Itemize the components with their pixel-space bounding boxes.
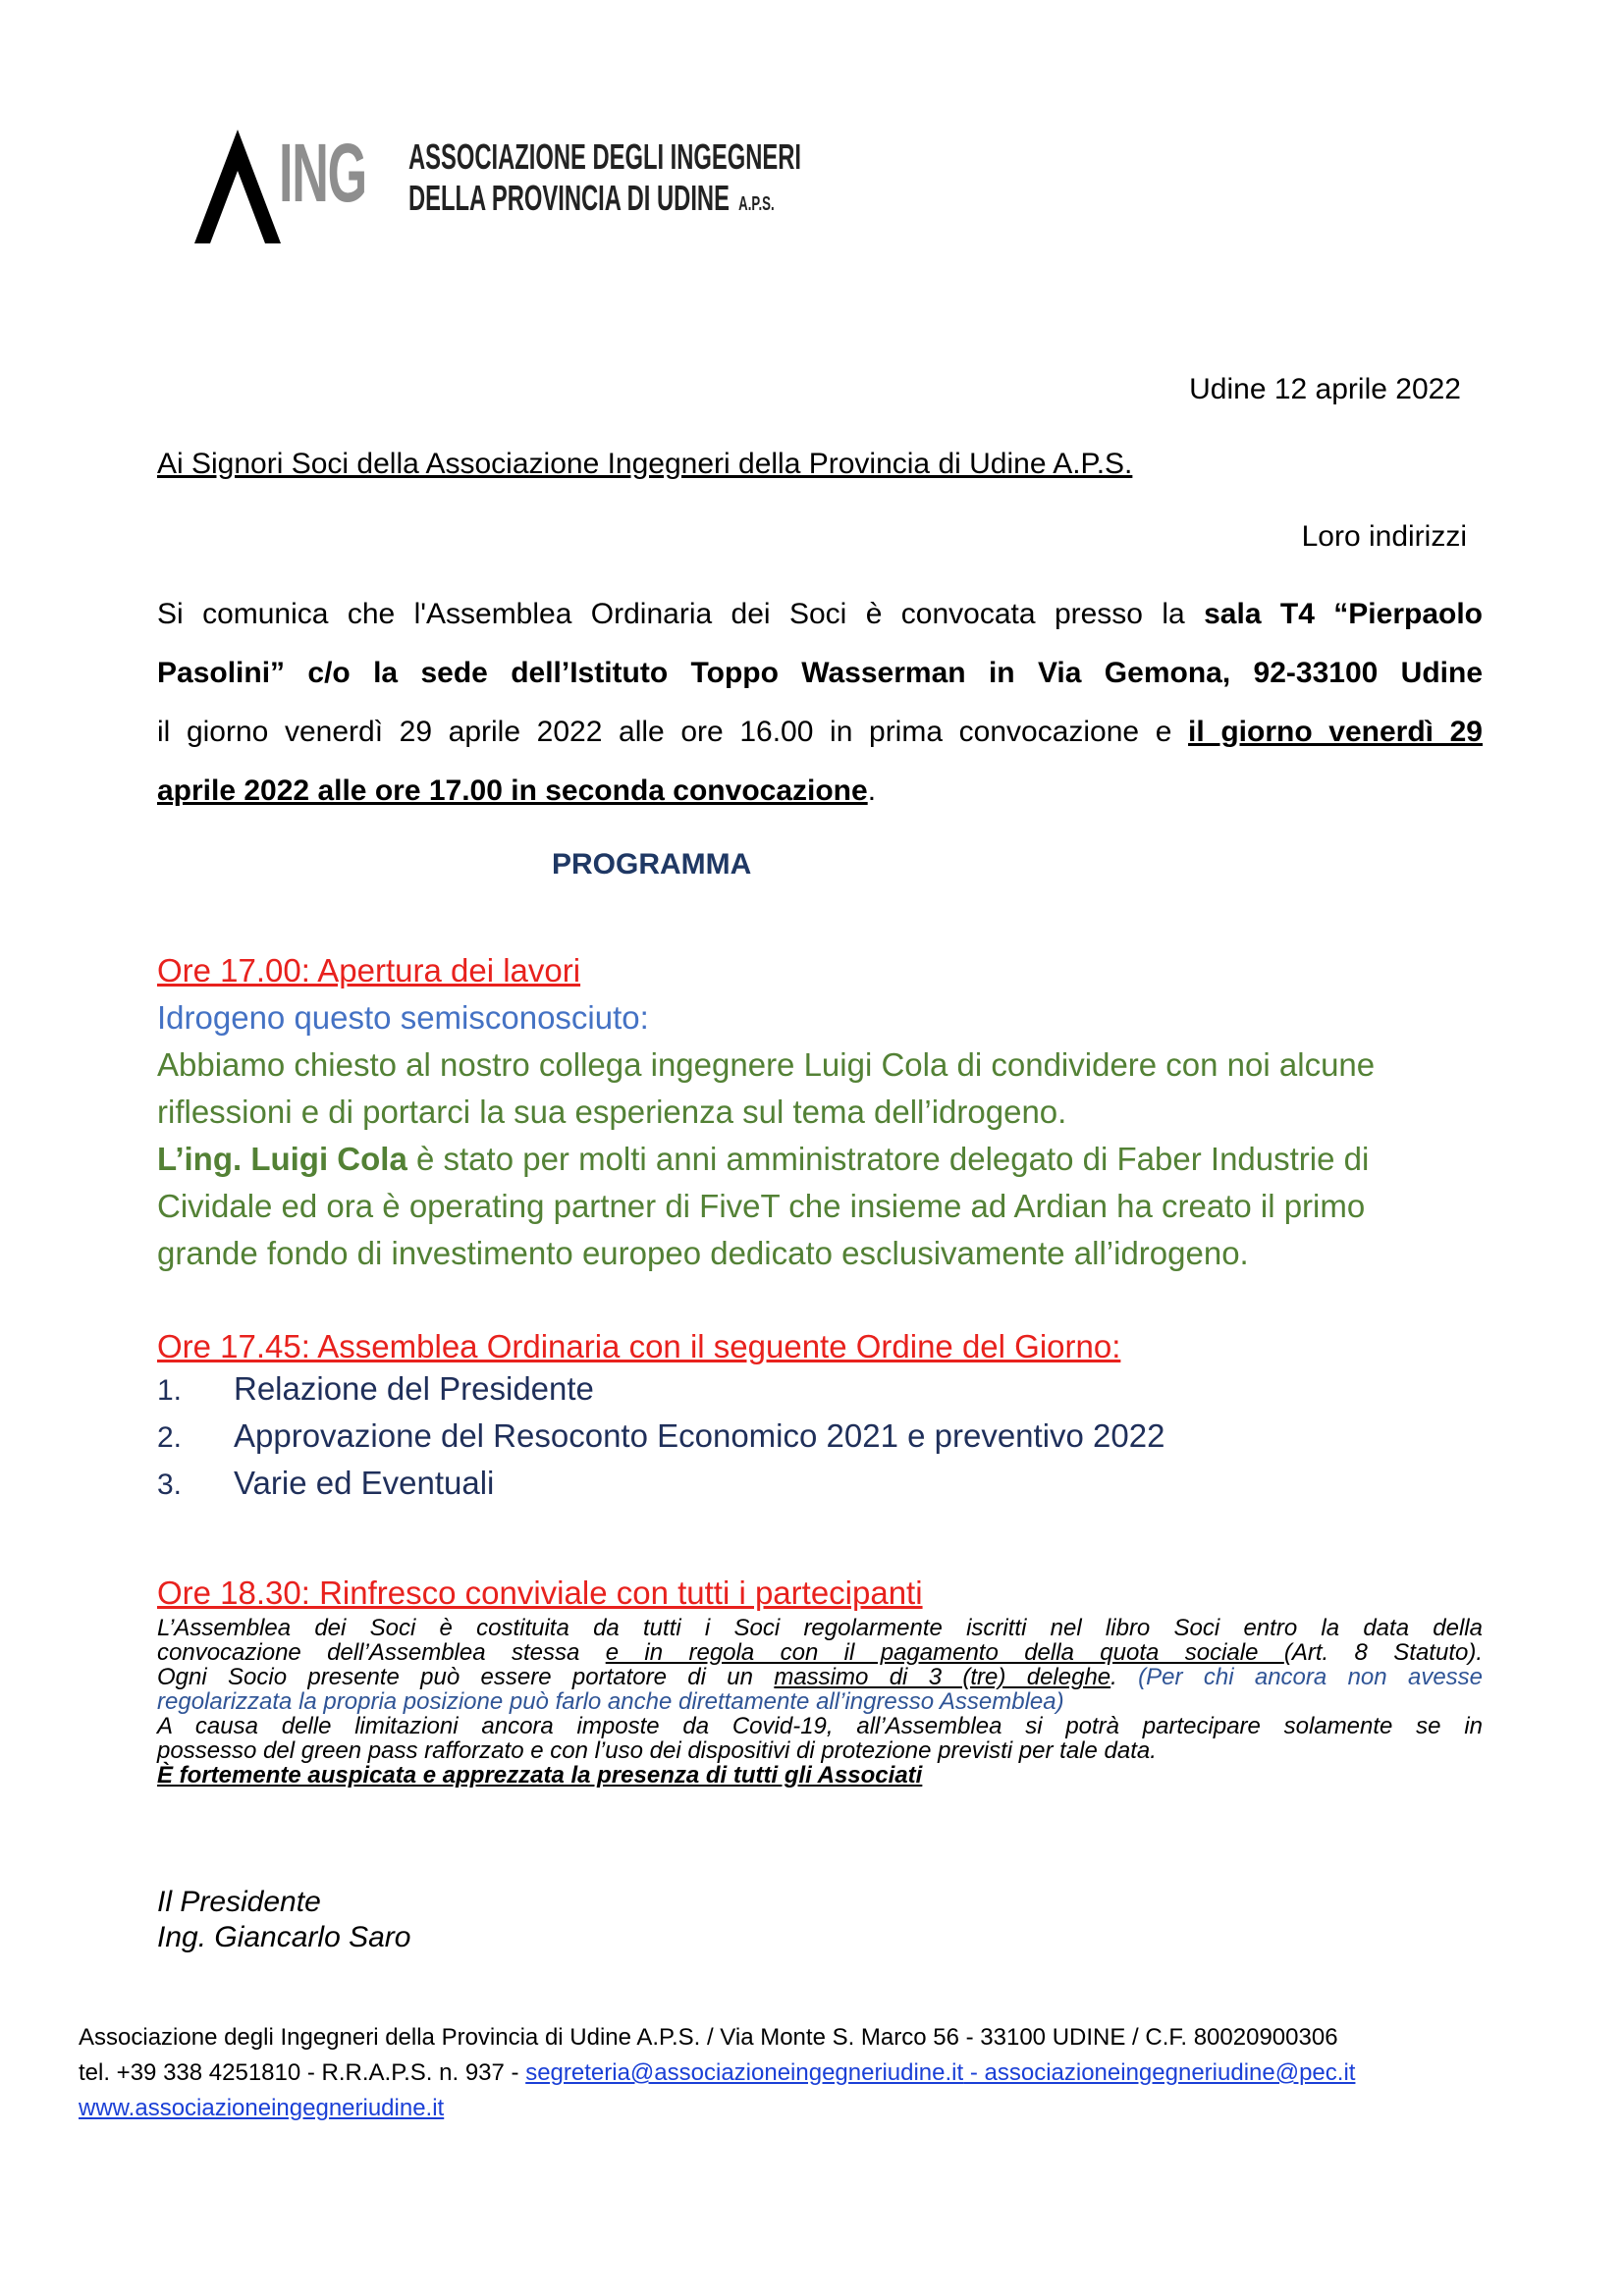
notes-line: regolarizzata la propria posizione può farlo anche direttamente all’ingresso Assemblea) <box>157 1688 1064 1715</box>
notes-text: convocazione dell’Assemblea stessa <box>157 1639 606 1666</box>
footer-contacts <box>79 2056 1492 2091</box>
agenda-item-number: 3. <box>157 1468 183 1501</box>
intro-line-1 <box>157 585 1483 644</box>
agenda-item-number: 1. <box>157 1374 183 1407</box>
footer-website-row <box>79 2091 1492 2126</box>
intro-paragraph <box>157 585 1483 821</box>
speaker-name: L’ing. Luigi Cola <box>157 1141 407 1177</box>
section-1-body <box>157 1041 1492 1277</box>
intro-second-call-part1: il giorno venerdì 29 <box>1188 716 1483 748</box>
section-1-subheading: Idrogeno questo semisconosciuto: <box>157 999 649 1036</box>
intro-venue: sala T4 “Pierpaolo <box>1204 598 1483 630</box>
assembly-notes <box>157 1616 1483 1788</box>
section-3-heading: Ore 18.30: Rinfresco conviviale con tutti i partecipanti <box>157 1575 923 1611</box>
intro-line-3 <box>157 703 1483 762</box>
intro-line-4 <box>157 762 1483 821</box>
footer <box>79 2020 1492 2126</box>
section-1-body-line: Cividale ed ora è operating partner di FiveT che insieme ad Ardian ha creato il primo <box>157 1188 1366 1224</box>
speaker-bio: è stato per molti anni amministratore delegato di Faber Industrie di <box>406 1141 1370 1177</box>
logo-text-line2 <box>408 178 775 218</box>
notes-text: . <box>1110 1664 1139 1690</box>
email-link[interactable]: segreteria@associazioneingegneriudine.it <box>525 2059 964 2086</box>
signature-name: Ing. Giancarlo Saro <box>157 1921 411 1953</box>
footer-phone: tel. +39 338 4251810 - R.R.A.P.S. n. 937 - <box>79 2059 526 2086</box>
pec-link[interactable]: - associazioneingegneriudine@pec.it <box>963 2059 1356 2086</box>
section-1-body-line: grande fondo di investimento europeo dedicato esclusivamente all’idrogeno. <box>157 1235 1249 1271</box>
notes-closing: È fortemente auspicata e apprezzata la presenza di tutti gli Associati <box>157 1762 923 1789</box>
logo-text-line1: ASSOCIAZIONE DEGLI INGEGNERI <box>408 136 802 177</box>
notes-text: Ogni Socio presente può essere portatore di un <box>157 1664 775 1690</box>
logo-chevron-icon <box>194 130 281 243</box>
recipients-line: Ai Signori Soci della Associazione Ingegneri della Provincia di Udine A.P.S. <box>157 448 1133 480</box>
agenda-item <box>157 1370 1164 1417</box>
intro-venue-address: Pasolini” c/o la sede dell’Istituto Toppo Wasserman in Via Gemona, 92-33100 Udine <box>157 657 1483 689</box>
section-1-heading: Ore 17.00: Apertura dei lavori <box>157 952 581 988</box>
letter-date: Udine 12 aprile 2022 <box>1189 373 1461 405</box>
section-1-body-line: Abbiamo chiesto al nostro collega ingegnere Luigi Cola di condividere con noi alcune <box>157 1046 1376 1083</box>
association-logo <box>194 127 802 257</box>
section-1-body-line <box>157 1136 1492 1183</box>
agenda-item-text: Approvazione del Resoconto Economico 2021 e preventivo 2022 <box>234 1417 1165 1454</box>
notes-line: L’Assemblea dei Soci è costituita da tutti i Soci regolarmente iscritti nel libro Soci entro la data della <box>157 1615 1483 1641</box>
intro-text: Si comunica che l'Assemblea Ordinaria dei Soci è convocata presso la <box>157 598 1205 630</box>
agenda-list <box>157 1370 1164 1512</box>
agenda-item <box>157 1417 1164 1465</box>
notes-delegation-limit: massimo di 3 (tre) deleghe <box>774 1664 1111 1690</box>
notes-fee-requirement: e in regola con il pagamento della quota sociale <box>605 1639 1284 1666</box>
agenda-item-text: Relazione del Presidente <box>234 1370 594 1407</box>
intro-period: . <box>867 774 877 807</box>
intro-second-call-part2: aprile 2022 alle ore 17.00 in seconda convocazione <box>157 774 868 807</box>
notes-regularization: (Per chi ancora non avesse <box>1138 1664 1484 1690</box>
notes-line: possesso del green pass rafforzato e con l’uso dei dispositivi di protezione previsti per tale data. <box>157 1737 1157 1764</box>
notes-line: A causa delle limitazioni ancora imposte da Covid-19, all’Assemblea si potrà partecipare solamente se in <box>157 1713 1483 1739</box>
notes-line <box>157 1665 1483 1689</box>
addresses-line: Loro indirizzi <box>1301 520 1467 553</box>
notes-statute-ref: (Art. 8 Statuto). <box>1283 1639 1484 1666</box>
website-link[interactable]: www.associazioneingegneriudine.it <box>79 2095 445 2121</box>
footer-address: Associazione degli Ingegneri della Provincia di Udine A.P.S. / Via Monte S. Marco 56 - 33100 UDINE / C.F. 80020900306 <box>79 2024 1338 2051</box>
agenda-item <box>157 1465 1164 1512</box>
programma-heading: PROGRAMMA <box>552 848 752 881</box>
intro-first-call: il giorno venerdì 29 aprile 2022 alle ore 16.00 in prima convocazione e <box>157 716 1189 748</box>
section-1-body-line: riflessioni e di portarci la sua esperienza sul tema dell’idrogeno. <box>157 1094 1067 1130</box>
section-2-heading: Ore 17.45: Assemblea Ordinaria con il seguente Ordine del Giorno: <box>157 1328 1121 1364</box>
agenda-item-number: 2. <box>157 1421 183 1454</box>
notes-line <box>157 1640 1483 1665</box>
logo-text-line2-main: DELLA PROVINCIA DI UDINE <box>408 178 730 218</box>
logo-suffix: A.P.S. <box>738 193 775 215</box>
logo-letters: ING <box>279 127 366 219</box>
agenda-item-text: Varie ed Eventuali <box>234 1465 495 1501</box>
signature-role: Il Presidente <box>157 1886 321 1918</box>
intro-line-2 <box>157 644 1483 703</box>
